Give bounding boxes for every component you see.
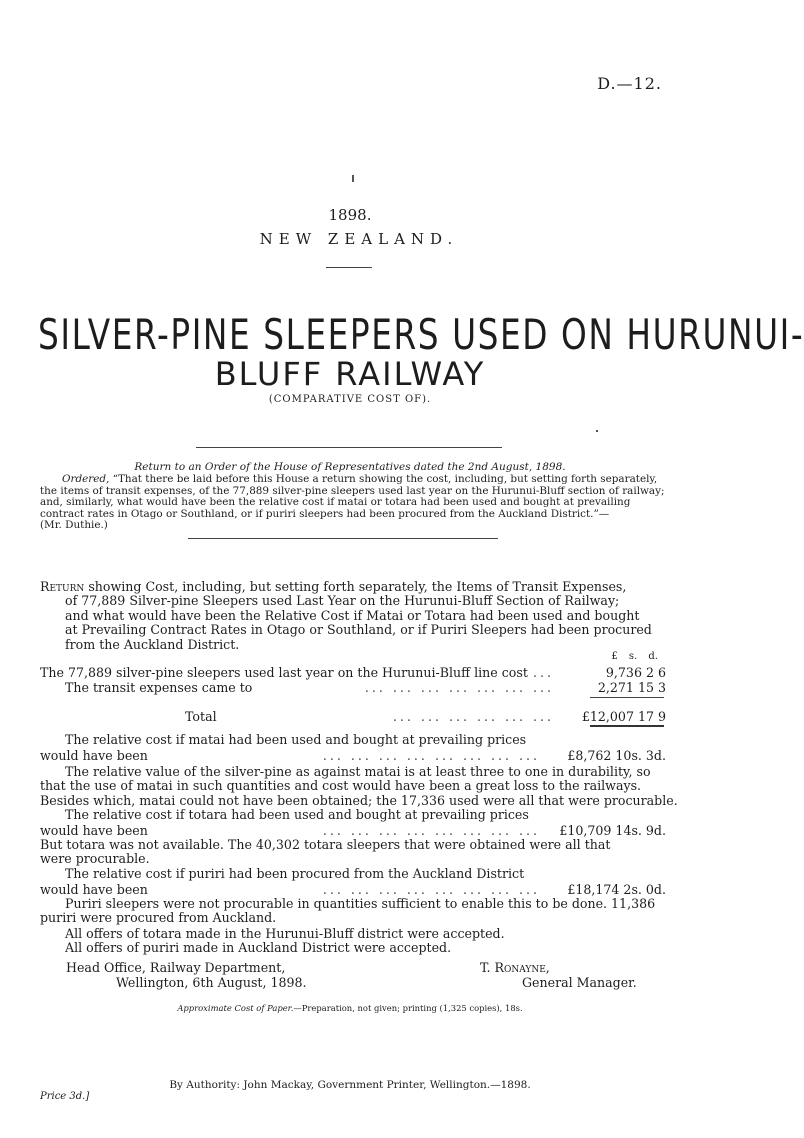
puriri-value: £18,174 2s. 0d. (567, 882, 666, 897)
return-description (40, 580, 666, 652)
matai-line: The relative cost if matai had been used and bought at prevailing prices (65, 732, 527, 747)
order-line: contract rates in Otago or Southland, or if puriri sleepers had been procured from the Auckland District.”— (40, 507, 610, 520)
totara-note: But totara was not available. The 40,302 totara sleepers that were obtained were all that were procurable. (40, 837, 611, 867)
row-label: would have been (40, 748, 148, 763)
leader-dots: ... (532, 665, 554, 680)
return-line: of 77,889 Silver-pine Sleepers used Last Year on the Hurunui-Bluff Section of Railway; (65, 593, 620, 609)
signature-name: T. Ronayne, (480, 960, 550, 975)
order-mover: (Mr. Duthie.) (40, 519, 108, 532)
table-row-total (40, 709, 666, 724)
leader-dots: ... ... ... ... ... ... ... (364, 680, 554, 695)
row-label: The transit expenses came to (65, 680, 253, 695)
total-value: £12,007 17 9 (581, 709, 666, 724)
totara-value-row (40, 823, 666, 838)
durability-paragraph: The relative value of the silver-pine as against matai is at least three to one in durability, so that the use of matai in such quantities and cost would have been a great loss to the railways. Besides which, matai could not have been obtained; the 17,336 used were all that were procurable. (40, 764, 678, 808)
cost-of-paper (0, 1003, 700, 1013)
country: NEW ZEALAND. (259, 230, 459, 248)
divider (196, 447, 502, 448)
signature-office: Head Office, Railway Department, (66, 960, 286, 975)
total-rule (590, 725, 664, 727)
divider (326, 267, 372, 268)
ordered-label: Ordered, (62, 473, 110, 485)
puriri-line: The relative cost if puriri had been procured from the Auckland District (65, 866, 525, 881)
return-label: Return (40, 579, 85, 594)
leader-dots: ... ... ... ... ... ... ... ... (322, 823, 540, 838)
order-line: and, similarly, what would have been the relative cost if matai or totara had been used and bought at prevailing (40, 496, 631, 509)
order-heading: Return to an Order of the House of Representatives dated the 2nd August, 1898. (134, 461, 566, 473)
return-line: and what would have been the Relative Cost if Matai or Totara had been used and bought (65, 607, 640, 623)
order-text (40, 474, 666, 532)
signature-title: General Manager. (522, 975, 637, 990)
divider (188, 538, 498, 539)
matai-value: £8,762 10s. 3d. (567, 748, 666, 763)
table-row (40, 680, 666, 695)
order-line: the items of transit expenses, of the 77,889 silver-pine sleepers used last year on the Hurunui-Bluff section of railway; (40, 484, 665, 497)
page-subtitle: (COMPARATIVE COST OF). (268, 394, 432, 405)
totara-value: £10,709 14s. 9d. (559, 823, 666, 838)
page-title-line-2: BLUFF RAILWAY (214, 355, 486, 393)
cost-text: —Preparation, not given; printing (1,325 copies), 18s. (293, 1003, 523, 1013)
row-value: 9,736 2 6 (605, 665, 666, 680)
puriri-value-row (40, 882, 666, 897)
page-title-line-1: SILVER-PINE SLEEPERS USED ON HURUNUI- (38, 310, 804, 359)
totara-line: The relative cost if totara had been used and bought at prevailing prices (65, 807, 529, 822)
offers: All offers of totara made in the Hurunui-Bluff district were accepted. All offers of puriri made in Auckland District were accepted. (65, 926, 505, 956)
leader-dots: ... ... ... ... ... ... (392, 709, 554, 724)
document-reference: D.—12. (597, 74, 662, 93)
signature-place-date: Wellington, 6th August, 1898. (116, 975, 307, 990)
row-label: would have been (40, 823, 148, 838)
row-label: would have been (40, 882, 148, 897)
leader-dots: ... ... ... ... ... ... ... ... (322, 882, 540, 897)
return-line: at Prevailing Contract Rates in Otago or Southland, or if Puriri Sleepers had been procured (65, 622, 652, 638)
order-line: “That there be laid before this House a return showing the cost, including, but setting forth separately, (112, 473, 658, 485)
sum-rule (590, 697, 664, 698)
return-line: showing Cost, including, but setting forth separately, the Items of Transit Expenses, (88, 579, 627, 594)
return-line: from the Auckland District. (65, 636, 240, 652)
leader-dots: ... ... ... ... ... ... ... ... (322, 748, 540, 763)
table-row (40, 665, 666, 680)
printer-imprint: By Authority: John Mackay, Government Printer, Wellington.—1898. (169, 1079, 531, 1091)
ink-mark (352, 175, 354, 182)
year: 1898. (328, 206, 372, 224)
puriri-note: Puriri sleepers were not procurable in quantities sufficient to enable this to be done. 11,386 puriri were procured from Auckland. (40, 896, 656, 926)
money-column-header: £ s. d. (611, 651, 658, 662)
row-value: 2,271 15 3 (597, 680, 666, 695)
total-label: Total (185, 709, 217, 724)
matai-value-row (40, 748, 666, 763)
price: Price 3d.] (40, 1091, 90, 1102)
cost-label: Approximate Cost of Paper. (177, 1003, 294, 1013)
row-label: The 77,889 silver-pine sleepers used last year on the Hurunui-Bluff line cost (40, 665, 528, 680)
ink-mark (596, 430, 598, 432)
